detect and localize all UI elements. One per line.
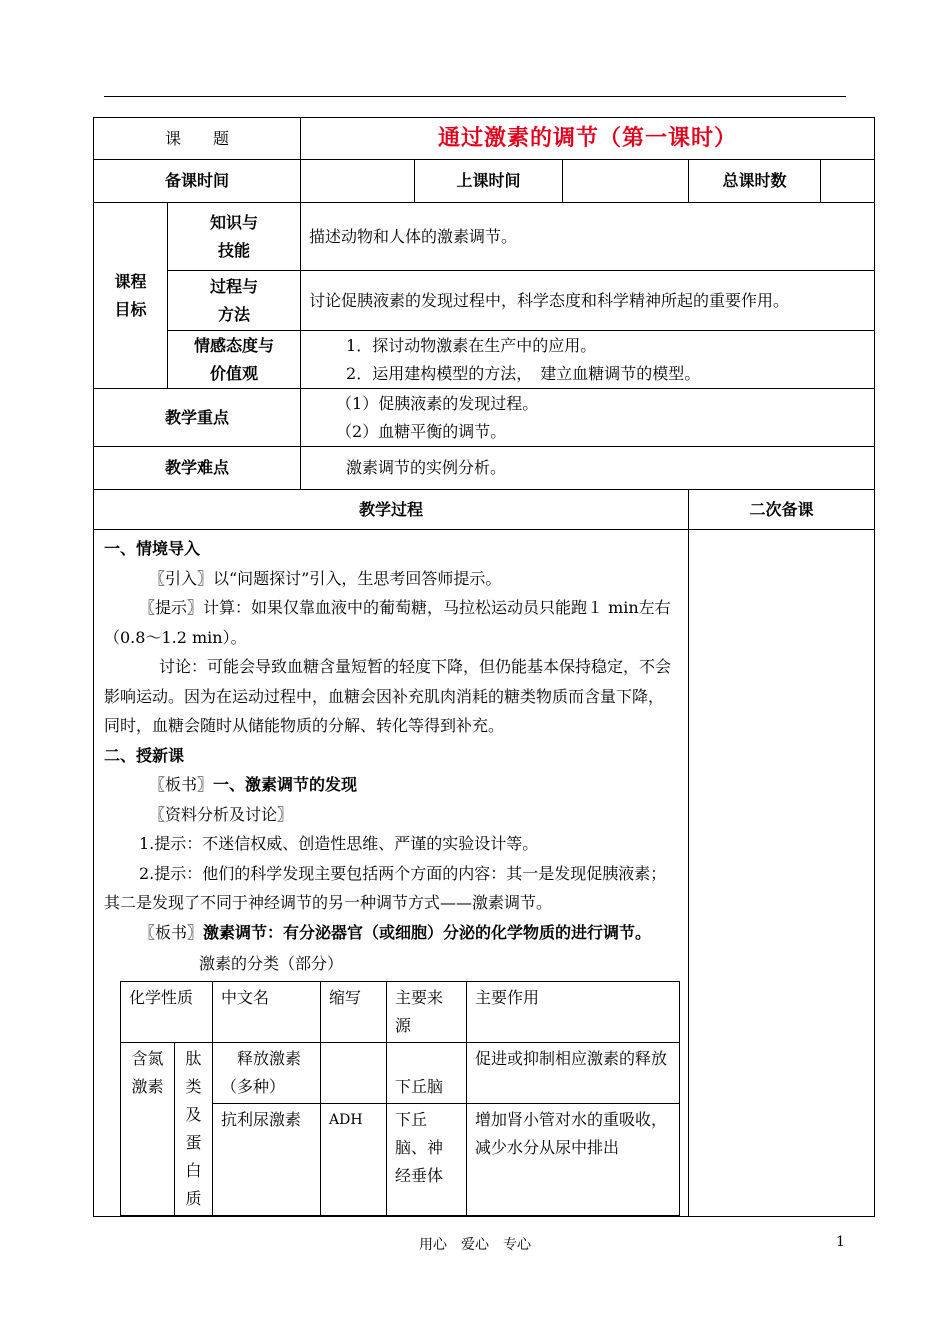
paragraph-intro: 〖引入〗以“问题探讨”引入，生思考回答师提示。 (149, 568, 502, 588)
lesson-title: 通过激素的调节（第一课时） (301, 118, 875, 160)
hormone-row2-function: 增加肾小管对水的重吸收，减少水分从尿中排出 (467, 1103, 680, 1215)
hormone-row2-name: 抗利尿激素 (213, 1103, 321, 1215)
hormone-row1-name: 释放激素（多种） (213, 1042, 321, 1103)
knowledge-label-line1: 知识与 (210, 212, 259, 232)
hormone-table-caption: 激素的分类（部分） (199, 954, 344, 973)
key-points-label: 教学重点 (94, 389, 301, 447)
paragraph-material: 〖资料分析及讨论〗 (149, 804, 294, 824)
hormone-header-nature: 化学性质 (121, 981, 213, 1042)
knowledge-label-line2: 技能 (218, 240, 251, 260)
difficulties-text: 激素调节的实例分析。 (301, 447, 875, 490)
key-point-2: （2）血糖平衡的调节。 (336, 421, 507, 441)
goals-label (94, 203, 168, 389)
hormone-row1-function: 促进或抑制相应激素的释放 (467, 1042, 680, 1103)
paragraph-board-2 (104, 918, 678, 948)
paragraph-hint: 〖提示〗计算：如果仅靠血液中的葡萄糖，马拉松运动员只能跑１ min左右（0.8～1.2 min）。 (104, 598, 671, 647)
knowledge-label (168, 203, 301, 271)
footer-motto: 用心 爱心 专心 (419, 1237, 531, 1253)
total-hours-value (821, 160, 875, 203)
paragraph-hint-1: 1.提示：不迷信权威、创造性思维、严谨的实验设计等。 (139, 834, 539, 853)
class-time-label: 上课时间 (415, 160, 563, 203)
emotion-label-line1: 情感态度与 (194, 335, 275, 355)
paragraph-discussion: 讨论：可能会导致血糖含量短暂的轻度下降，但仍能基本保持稳定，不会影响运动。因为在运动过程中，血糖会因补充肌肉消耗的糖类物质而含量下降，同时，血糖会随时从储能物质的分解、转化等得到补充。 (104, 657, 672, 735)
key-points-text (301, 389, 875, 447)
goals-label-line2: 目标 (114, 299, 147, 319)
emotion-item-2: 2．运用建构模型的方法， 建立血糖调节的模型。 (346, 363, 701, 383)
key-point-1: （1）促胰液素的发现过程。 (336, 393, 539, 413)
hormone-header-name: 中文名 (213, 981, 321, 1042)
difficulties-label: 教学难点 (94, 447, 301, 490)
class-time-value (563, 160, 689, 203)
header-rule (104, 96, 846, 97)
emotion-label-line2: 价值观 (210, 363, 259, 383)
hormone-row1-abbr (321, 1042, 387, 1103)
prep-time-value (301, 160, 415, 203)
process-label-line2: 方法 (218, 304, 251, 324)
teaching-process-content (94, 530, 689, 1217)
secondary-prep-label: 二次备课 (689, 490, 875, 530)
emotion-text (301, 331, 875, 389)
goals-label-line1: 课程 (114, 271, 147, 291)
page-number: 1 (836, 1234, 845, 1250)
emotion-label (168, 331, 301, 389)
board-heading-1: 一、激素调节的发现 (213, 775, 358, 794)
hormone-row2-source: 下丘脑、神经垂体 (387, 1103, 467, 1215)
board-heading-2: 激素调节：有分泌器官（或细胞）分泌的化学物质的进行调节。 (203, 922, 652, 942)
hormone-header-abbr: 缩写 (321, 981, 387, 1042)
board-prefix-2: 〖板书〗 (139, 922, 204, 942)
hormone-group-peptide: 肽类及蛋白质 (175, 1042, 213, 1215)
lesson-plan-table (93, 117, 875, 1217)
process-label (168, 271, 301, 331)
paragraph-board-1 (104, 770, 678, 800)
section-2-title: 二、授新课 (104, 745, 185, 765)
hormone-row2-abbr: ADH (321, 1103, 387, 1215)
topic-label: 课 题 (94, 118, 301, 160)
hormone-table (120, 981, 680, 1216)
board-prefix-1: 〖板书〗 (149, 775, 214, 794)
prep-time-label: 备课时间 (94, 160, 301, 203)
hormone-header-source: 主要来源 (387, 981, 467, 1042)
total-hours-label: 总课时数 (689, 160, 821, 203)
hormone-group-nitrogen: 含氮激素 (121, 1042, 175, 1215)
hormone-header-function: 主要作用 (467, 981, 680, 1042)
hormone-row1-source: 下丘脑 (387, 1042, 467, 1103)
process-label-line1: 过程与 (210, 276, 259, 296)
emotion-item-1: 1．探讨动物激素在生产中的应用。 (346, 335, 597, 355)
section-1-title: 一、情境导入 (104, 539, 201, 558)
paragraph-hint-2: 2.提示：他们的科学发现主要包括两个方面的内容：其一是发现促胰液素；其二是发现了不同于神经调节的另一种调节方式——激素调节。 (104, 863, 667, 912)
process-text: 讨论促胰液素的发现过程中，科学态度和科学精神所起的重要作用。 (301, 271, 875, 331)
teaching-process-label: 教学过程 (94, 490, 689, 530)
knowledge-text: 描述动物和人体的激素调节。 (301, 203, 875, 271)
secondary-prep-content (689, 530, 875, 1217)
